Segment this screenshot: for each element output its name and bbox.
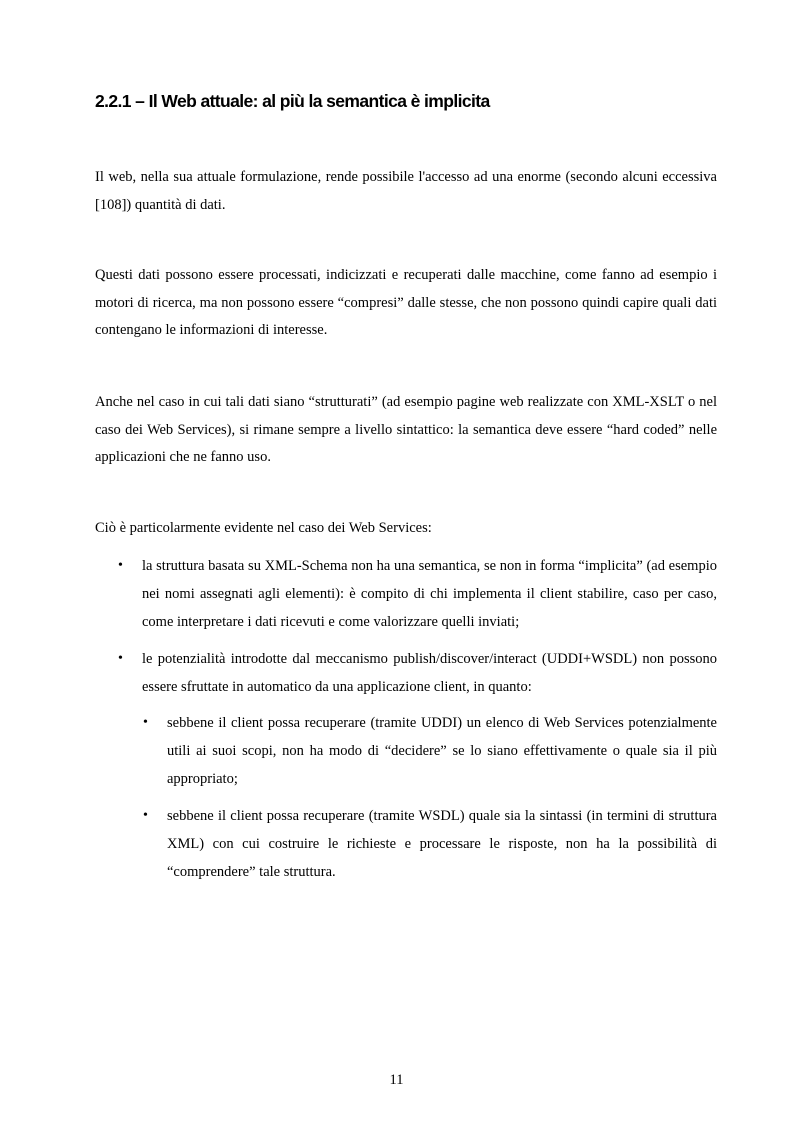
bullet-item-2: le potenzialità introdotte dal meccanismo publish/discover/interact (UDDI+WSDL) non possono essere sfruttate in automatico da una applicazione client, in quanto: xyxy=(142,651,717,695)
sub-bullet-icon: • xyxy=(143,715,148,730)
paragraph-2: Questi dati possono essere processati, indicizzati e recuperati dalle macchine, come fanno ad esempio i motori di ricerca, ma non possono essere “compresi” dalle stesse, che non possono quindi capire quali dati contengano le informazioni di interesse. xyxy=(95,267,717,338)
paragraph-4: Ciò è particolarmente evidente nel caso dei Web Services: xyxy=(95,520,432,536)
page-number: 11 xyxy=(389,1072,404,1088)
sub-bullet-item-1: sebbene il client possa recuperare (tramite UDDI) un elenco di Web Services potenzialmente utili ai suoi scopi, non ha modo di “decidere” se lo siano effettivamente o quale sia il più appropriato; xyxy=(167,715,717,787)
paragraph-1: Il web, nella sua attuale formulazione, rende possibile l'accesso ad una enorme (secondo alcuni eccessiva [108]) quantità di dati. xyxy=(95,169,717,213)
bullet-item-1: la struttura basata su XML-Schema non ha una semantica, se non in forma “implicita” (ad esempio nei nomi assegnati agli elementi): è compito di chi implementa il client stabilire, caso per caso, come interpretare i dati ricevuti e come valorizzare quelli inviati; xyxy=(142,558,717,630)
sub-bullet-icon: • xyxy=(143,808,148,823)
sub-bullet-item-2: sebbene il client possa recuperare (tramite WSDL) quale sia la sintassi (in termini di struttura XML) con cui costruire le richieste e processare le risposte, non ha la possibilità di “comprendere” tale struttura. xyxy=(167,808,717,880)
paragraph-3: Anche nel caso in cui tali dati siano “strutturati” (ad esempio pagine web realizzate con XML-XSLT o nel caso dei Web Services), si rimane sempre a livello sintattico: la semantica deve essere “hard coded” nelle applicazioni che ne fanno uso. xyxy=(95,394,717,465)
bullet-icon: • xyxy=(118,651,123,666)
bullet-icon: • xyxy=(118,558,123,573)
section-heading: 2.2.1 – Il Web attuale: al più la semantica è implicita xyxy=(95,91,490,111)
